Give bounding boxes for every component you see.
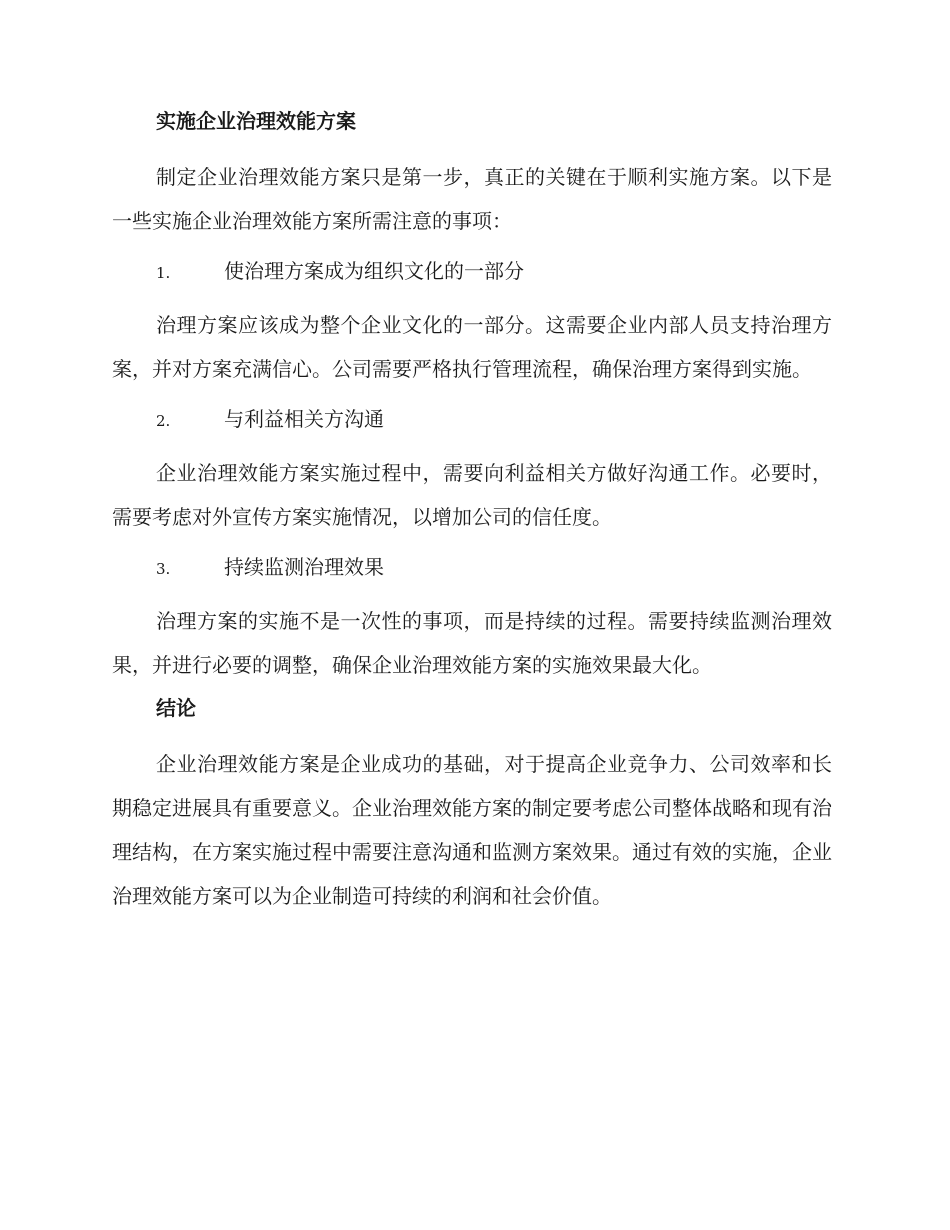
list-item-body: 企业治理效能方案实施过程中，需要向利益相关方做好沟通工作。必要时，需要考虑对外宣传方案实施情况，以增加公司的信任度。 [112,461,832,529]
list-item-1 [112,249,832,295]
document-page [112,106,832,924]
list-item-title: 持续监测治理效果 [224,555,384,579]
section-heading-implementation: 实施企业治理效能方案 [156,109,356,133]
list-item-body: 治理方案应该成为整个企业文化的一部分。这需要企业内部人员支持治理方案，并对方案充满信心。公司需要严格执行管理流程，确保治理方案得到实施。 [112,313,832,381]
list-item-title: 与利益相关方沟通 [224,407,384,431]
section-heading-conclusion: 结论 [156,696,196,720]
list-item-3 [112,545,832,591]
conclusion-paragraph: 企业治理效能方案是企业成功的基础，对于提高企业竞争力、公司效率和长期稳定进展具有重要意义。企业治理效能方案的制定要考虑公司整体战略和现有治理结构，在方案实施过程中需要注意沟通和监测方案效果。通过有效的实施，企业治理效能方案可以为企业制造可持续的利润和社会价值。 [112,752,832,908]
list-item-2 [112,397,832,443]
list-item-body: 治理方案的实施不是一次性的事项，而是持续的过程。需要持续监测治理效果，并进行必要的调整，确保企业治理效能方案的实施效果最大化。 [112,609,832,677]
list-item-number: 2. [156,412,171,430]
list-item-number: 3. [156,560,171,578]
list-item-title: 使治理方案成为组织文化的一部分 [224,259,524,283]
list-item-number: 1. [156,264,171,282]
intro-paragraph: 制定企业治理效能方案只是第一步，真正的关键在于顺利实施方案。以下是一些实施企业治理效能方案所需注意的事项： [112,165,832,233]
